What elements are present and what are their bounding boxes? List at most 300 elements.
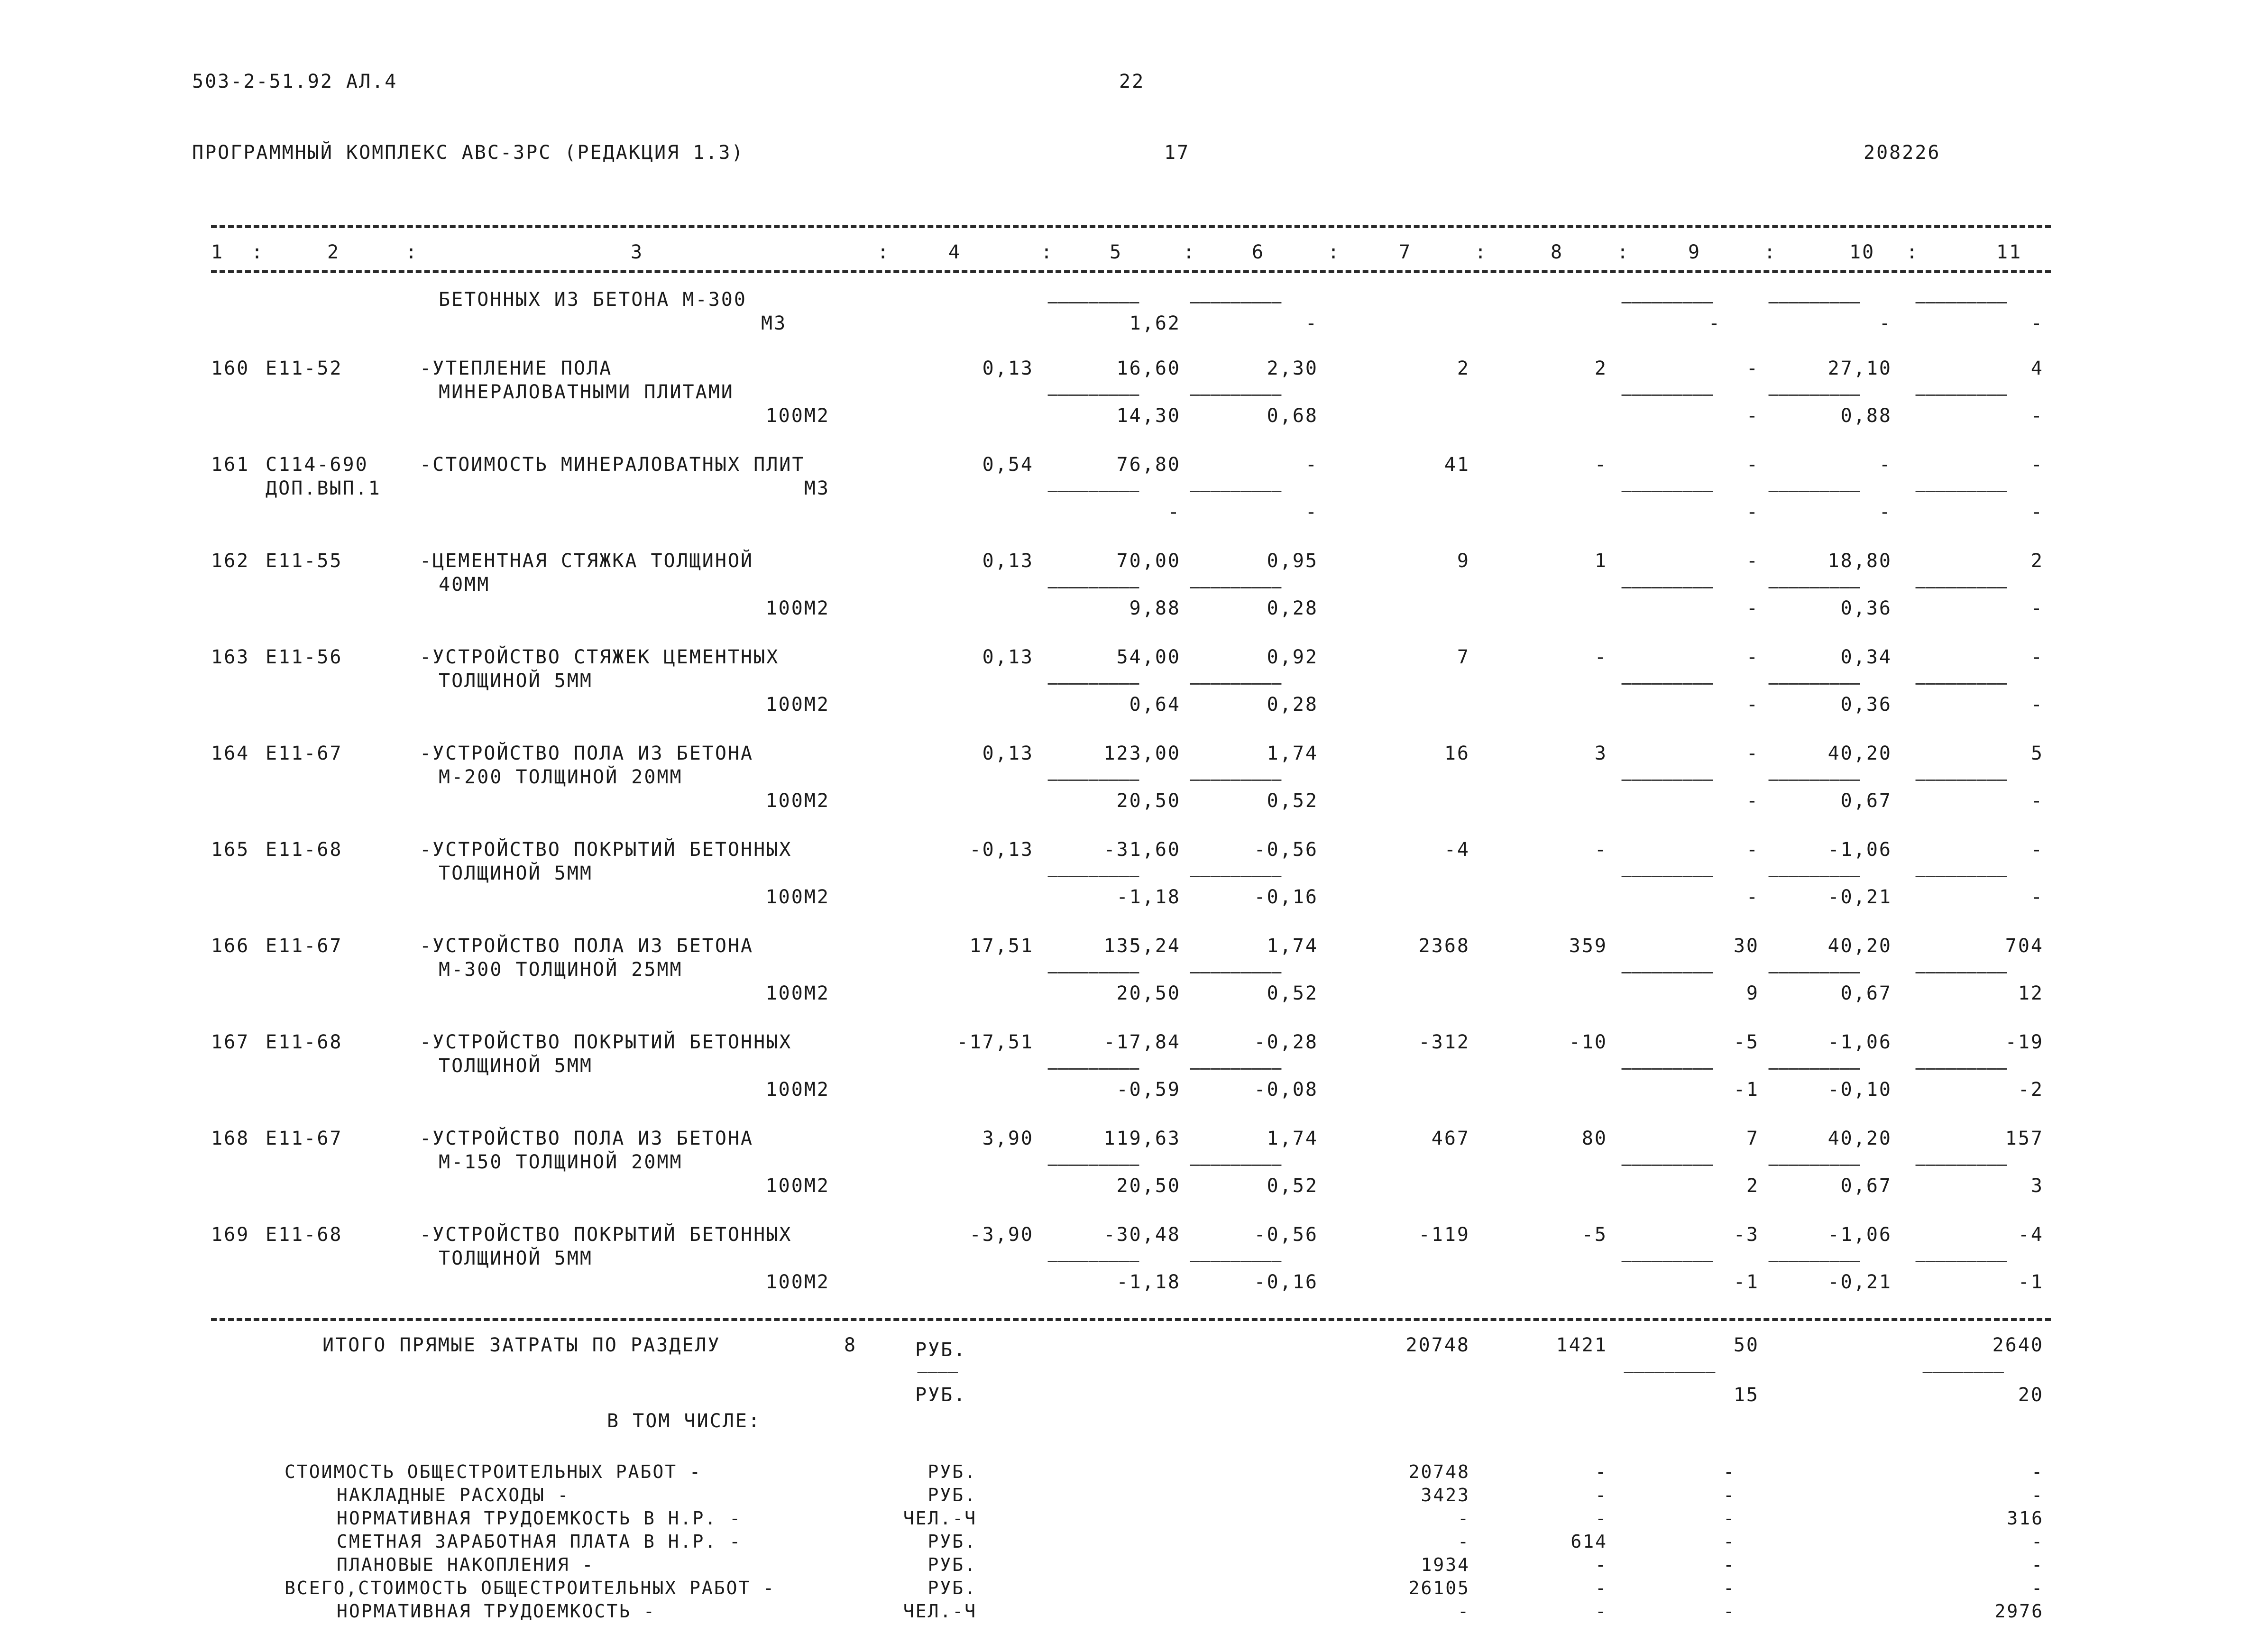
document-code: 503-2-51.92 АЛ.4 xyxy=(192,71,398,92)
cell-divider: ───────── xyxy=(1048,482,1140,501)
row-col8: 359 xyxy=(1569,935,1607,957)
cell-divider: ───────── xyxy=(1916,1156,2008,1175)
row-col9-base: - xyxy=(1746,790,1759,812)
row-description: -УСТРОЙСТВО ПОКРЫТИЙ БЕТОННЫХ xyxy=(420,839,792,861)
cell-divider: ───────── xyxy=(1190,867,1282,886)
cell-divider: ───────── xyxy=(1916,1060,2008,1079)
row-col10-base: 0,67 xyxy=(1840,1175,1892,1197)
totals-col9: 50 xyxy=(1733,1334,1759,1356)
row-unit: М3 xyxy=(804,477,830,499)
row-col5-base: 20,50 xyxy=(1116,790,1181,812)
cell-divider: ───────── xyxy=(1048,578,1140,597)
row-col8: 80 xyxy=(1581,1128,1607,1149)
cell-divider: ───────── xyxy=(1769,675,1861,694)
row-col5-base: -0,59 xyxy=(1116,1079,1181,1101)
column-header: 5 xyxy=(1110,241,1123,263)
summary-col8: - xyxy=(1595,1554,1607,1575)
row-col6: 1,74 xyxy=(1267,743,1318,764)
totals-col11: 2640 xyxy=(1992,1334,2044,1356)
cell-divider: ───────── xyxy=(1048,964,1140,982)
row-col6: - xyxy=(1305,454,1318,476)
row-col8: 1 xyxy=(1594,550,1607,572)
row-col11-base: - xyxy=(2030,886,2044,908)
cell-divider: ───────── xyxy=(1769,867,1861,886)
row-col9-base: 2 xyxy=(1746,1175,1759,1197)
totals-unit-dash: ──── xyxy=(918,1363,958,1382)
column-separator: : xyxy=(1041,241,1054,263)
carryover-col11: - xyxy=(2030,312,2044,334)
row-col8: -10 xyxy=(1569,1031,1607,1053)
header-rule xyxy=(211,270,2051,282)
row-code: Е11-67 xyxy=(266,935,343,957)
summary-unit: РУБ. xyxy=(927,1485,977,1505)
row-col6: 1,74 xyxy=(1267,935,1318,957)
row-col6: -0,28 xyxy=(1254,1031,1318,1053)
summary-unit: РУБ. xyxy=(927,1578,977,1598)
row-col10-base: 0,88 xyxy=(1840,405,1892,427)
row-col8: - xyxy=(1594,646,1607,668)
column-header: 6 xyxy=(1252,241,1265,263)
cell-divider: ───────── xyxy=(1622,1060,1714,1079)
row-col6: -0,56 xyxy=(1254,1224,1318,1246)
column-header: 7 xyxy=(1399,241,1412,263)
carryover-col5: 1,62 xyxy=(1129,312,1181,334)
summary-label: ВСЕГО,СТОИМОСТЬ ОБЩЕСТРОИТЕЛЬНЫХ РАБОТ - xyxy=(285,1578,776,1598)
cell-divider: ───────── xyxy=(1769,578,1861,597)
cell-divider: ───────── xyxy=(1622,482,1714,501)
summary-col8: 614 xyxy=(1570,1531,1607,1552)
column-separator: : xyxy=(1183,241,1196,263)
row-col8: -5 xyxy=(1581,1224,1607,1246)
summary-col11: - xyxy=(2031,1461,2044,1482)
summary-col7: 3423 xyxy=(1421,1485,1470,1505)
row-col5-base: 0,64 xyxy=(1129,694,1181,716)
row-col6-base: 0,28 xyxy=(1267,597,1318,619)
row-col8: 3 xyxy=(1594,743,1607,764)
cell-divider: ───────── xyxy=(1916,578,2008,597)
row-col4: -3,90 xyxy=(969,1224,1034,1246)
row-col9: - xyxy=(1746,646,1759,668)
totals-section: 8 xyxy=(844,1334,857,1356)
row-col10: 27,10 xyxy=(1827,358,1892,379)
row-col5-base: 20,50 xyxy=(1116,982,1181,1004)
summary-label: НАКЛАДНЫЕ РАСХОДЫ - xyxy=(337,1485,570,1505)
row-col10-base: -0,10 xyxy=(1827,1079,1892,1101)
cell-divider: ───────── xyxy=(1622,771,1714,790)
row-col10-base: 0,67 xyxy=(1840,982,1892,1004)
row-description: -ЦЕМЕНТНАЯ СТЯЖКА ТОЛЩИНОЙ xyxy=(420,550,754,572)
row-col5: 119,63 xyxy=(1103,1128,1181,1149)
summary-col7: - xyxy=(1458,1508,1470,1529)
column-header: 3 xyxy=(631,241,644,263)
cell-divider: ───────── xyxy=(1048,771,1140,790)
row-col11-base: - xyxy=(2030,694,2044,716)
summary-col8: - xyxy=(1595,1601,1607,1622)
summary-col11: - xyxy=(2031,1554,2044,1575)
row-description: -УСТРОЙСТВО ПОЛА ИЗ БЕТОНА xyxy=(420,935,754,957)
row-col5-base: 20,50 xyxy=(1116,1175,1181,1197)
row-col11-base: - xyxy=(2030,790,2044,812)
row-unit: 100М2 xyxy=(765,694,830,716)
row-col11-base: - xyxy=(2030,597,2044,619)
summary-unit: ЧЕЛ.-Ч xyxy=(903,1508,977,1529)
row-unit: 100М2 xyxy=(765,886,830,908)
row-col7: 467 xyxy=(1431,1128,1470,1149)
column-header: 2 xyxy=(327,241,340,263)
row-col9-base: -1 xyxy=(1733,1271,1759,1293)
row-description-line2: ТОЛЩИНОЙ 5ММ xyxy=(439,1248,593,1269)
row-col7: 2 xyxy=(1457,358,1470,379)
summary-unit: ЧЕЛ.-Ч xyxy=(903,1601,977,1622)
row-col10: 0,34 xyxy=(1840,646,1892,668)
row-col6-base: 0,52 xyxy=(1267,790,1318,812)
row-col5: 16,60 xyxy=(1116,358,1181,379)
totals-col7: 20748 xyxy=(1405,1334,1470,1356)
row-number: 169 xyxy=(211,1224,250,1246)
cell-divider: ───────── xyxy=(1916,964,2008,982)
row-col4: 0,13 xyxy=(982,358,1034,379)
cell-divider: ───────── xyxy=(1048,1156,1140,1175)
row-description: -УТЕПЛЕНИЕ ПОЛА xyxy=(420,358,613,379)
summary-col9: - xyxy=(1723,1508,1735,1529)
row-unit: 100М2 xyxy=(765,597,830,619)
totals-label: ИТОГО ПРЯМЫЕ ЗАТРАТЫ ПО РАЗДЕЛУ xyxy=(322,1334,721,1356)
summary-col11: - xyxy=(2031,1531,2044,1552)
cell-divider: ───────── xyxy=(1190,1156,1282,1175)
summary-col9: - xyxy=(1723,1578,1735,1598)
program-title: ПРОГРАММНЫЙ КОМПЛЕКС АВС-3РС (РЕДАКЦИЯ 1.3) xyxy=(192,142,744,164)
cell-divider: ───────── xyxy=(1190,964,1282,982)
row-unit: 100М2 xyxy=(765,790,830,812)
row-col5: -31,60 xyxy=(1103,839,1181,861)
row-col10: 40,20 xyxy=(1827,743,1892,764)
cell-divider: ───────── xyxy=(1769,294,1861,312)
row-col6: 0,95 xyxy=(1267,550,1318,572)
summary-col11: 316 xyxy=(2007,1508,2044,1529)
row-col9: - xyxy=(1746,454,1759,476)
row-description-line2: ТОЛЩИНОЙ 5ММ xyxy=(439,670,593,692)
column-header: 11 xyxy=(1996,241,2022,263)
cell-divider: ───────── xyxy=(1190,386,1282,405)
column-separator: : xyxy=(1475,241,1488,263)
row-col6-base: - xyxy=(1305,501,1318,523)
cell-divider: ───────── xyxy=(1048,675,1140,694)
cell-divider: ───────── xyxy=(1048,386,1140,405)
column-header: 1 xyxy=(211,241,224,263)
row-col4: 0,13 xyxy=(982,743,1034,764)
cell-divider: ───────── xyxy=(1622,386,1714,405)
row-col11: -19 xyxy=(2005,1031,2044,1053)
summary-unit: РУБ. xyxy=(927,1461,977,1482)
row-unit: 100М2 xyxy=(765,1079,830,1101)
row-code: Е11-68 xyxy=(266,839,343,861)
cell-divider: ───────── xyxy=(1048,294,1140,312)
cell-divider: ───────── xyxy=(1769,386,1861,405)
sheet-number: 17 xyxy=(1164,142,1190,164)
cell-divider: ───────── xyxy=(1622,1156,1714,1175)
row-col10-base: -0,21 xyxy=(1827,886,1892,908)
row-col9: - xyxy=(1746,839,1759,861)
row-col6: 0,92 xyxy=(1267,646,1318,668)
row-col10-base: 0,67 xyxy=(1840,790,1892,812)
row-description: -УСТРОЙСТВО ПОКРЫТИЙ БЕТОННЫХ xyxy=(420,1224,792,1246)
cell-divider: ───────── xyxy=(1190,482,1282,501)
row-col10-base: - xyxy=(1879,501,1892,523)
row-description-line2: ТОЛЩИНОЙ 5ММ xyxy=(439,863,593,884)
row-col9: - xyxy=(1746,743,1759,764)
row-description: -УСТРОЙСТВО ПОКРЫТИЙ БЕТОННЫХ xyxy=(420,1031,792,1053)
row-number: 160 xyxy=(211,358,250,379)
row-number: 161 xyxy=(211,454,250,476)
row-col4: 17,51 xyxy=(969,935,1034,957)
row-col5: 70,00 xyxy=(1116,550,1181,572)
summary-col7: - xyxy=(1458,1601,1470,1622)
cell-divider: ───────── xyxy=(1048,1252,1140,1271)
row-col7: 16 xyxy=(1444,743,1470,764)
row-col11-base: - xyxy=(2030,405,2044,427)
row-col10: 18,80 xyxy=(1827,550,1892,572)
row-code-extra: ДОП.ВЫП.1 xyxy=(266,477,381,499)
totals-unit: РУБ. xyxy=(915,1339,967,1361)
row-col5: -17,84 xyxy=(1103,1031,1181,1053)
row-col5-base: -1,18 xyxy=(1116,1271,1181,1293)
totals-col9b: 15 xyxy=(1733,1384,1759,1406)
totals-col11-dash: ──────── xyxy=(1923,1363,2004,1382)
row-col4: -0,13 xyxy=(969,839,1034,861)
row-col4: 0,54 xyxy=(982,454,1034,476)
cell-divider: ───────── xyxy=(1916,675,2008,694)
row-number: 166 xyxy=(211,935,250,957)
summary-label: НОРМАТИВНАЯ ТРУДОЕМКОСТЬ В Н.Р. - xyxy=(337,1508,742,1529)
row-col10: 40,20 xyxy=(1827,1128,1892,1149)
row-code: Е11-56 xyxy=(266,646,343,668)
row-number: 162 xyxy=(211,550,250,572)
top-rule xyxy=(211,225,2051,237)
row-description-line2: 40ММ xyxy=(439,574,490,596)
row-col9-base: - xyxy=(1746,694,1759,716)
summary-label: ПЛАНОВЫЕ НАКОПЛЕНИЯ - xyxy=(337,1554,595,1575)
row-col10: -1,06 xyxy=(1827,1031,1892,1053)
summary-col7: 26105 xyxy=(1408,1578,1470,1598)
row-number: 167 xyxy=(211,1031,250,1053)
row-col11-base: -1 xyxy=(2018,1271,2044,1293)
column-separator: : xyxy=(1617,241,1630,263)
row-number: 165 xyxy=(211,839,250,861)
summary-col8: - xyxy=(1595,1578,1607,1598)
row-col11-base: 12 xyxy=(2018,982,2044,1004)
cell-divider: ───────── xyxy=(1622,578,1714,597)
row-col6-base: 0,52 xyxy=(1267,1175,1318,1197)
row-description-line2: МИНЕРАЛОВАТНЫМИ ПЛИТАМИ xyxy=(439,381,734,403)
totals-col11b: 20 xyxy=(2018,1384,2044,1406)
cell-divider: ───────── xyxy=(1190,578,1282,597)
row-col9: -3 xyxy=(1733,1224,1759,1246)
cell-divider: ───────── xyxy=(1916,867,2008,886)
row-number: 163 xyxy=(211,646,250,668)
column-separator: : xyxy=(1906,241,1919,263)
row-col5-base: 14,30 xyxy=(1116,405,1181,427)
summary-col11: - xyxy=(2031,1485,2044,1505)
cell-divider: ───────── xyxy=(1769,1252,1861,1271)
cell-divider: ───────── xyxy=(1916,1252,2008,1271)
cell-divider: ───────── xyxy=(1769,771,1861,790)
summary-col7: 1934 xyxy=(1421,1554,1470,1575)
summary-col8: - xyxy=(1595,1485,1607,1505)
row-code: Е11-55 xyxy=(266,550,343,572)
row-col7: 2368 xyxy=(1418,935,1470,957)
carryover-unit: М3 xyxy=(761,312,787,334)
cell-divider: ───────── xyxy=(1769,964,1861,982)
column-separator: : xyxy=(877,241,891,263)
row-col10: -1,06 xyxy=(1827,839,1892,861)
row-col6-base: -0,16 xyxy=(1254,1271,1318,1293)
summary-label: СТОИМОСТЬ ОБЩЕСТРОИТЕЛЬНЫХ РАБОТ - xyxy=(285,1461,702,1482)
row-description: -УСТРОЙСТВО ПОЛА ИЗ БЕТОНА xyxy=(420,1128,754,1149)
row-col5: 123,00 xyxy=(1103,743,1181,764)
row-col9: - xyxy=(1746,550,1759,572)
row-col7: 7 xyxy=(1457,646,1470,668)
row-unit: 100М2 xyxy=(765,982,830,1004)
row-unit: 100М2 xyxy=(765,1271,830,1293)
totals-col8: 1421 xyxy=(1556,1334,1607,1356)
row-col11-base: - xyxy=(2030,501,2044,523)
summary-col8: - xyxy=(1595,1461,1607,1482)
row-col11: - xyxy=(2030,839,2044,861)
column-header: 10 xyxy=(1849,241,1875,263)
summary-col7: - xyxy=(1458,1531,1470,1552)
row-col11: 4 xyxy=(2030,358,2044,379)
row-col9: 30 xyxy=(1733,935,1759,957)
row-description-line2: М-300 ТОЛЩИНОЙ 25ММ xyxy=(439,959,683,981)
row-col10-base: -0,21 xyxy=(1827,1271,1892,1293)
cell-divider: ───────── xyxy=(1769,1156,1861,1175)
row-description-line2: ТОЛЩИНОЙ 5ММ xyxy=(439,1055,593,1077)
row-col6-base: 0,68 xyxy=(1267,405,1318,427)
column-separator: : xyxy=(251,241,265,263)
row-col11-base: -2 xyxy=(2018,1079,2044,1101)
cell-divider: ───────── xyxy=(1622,1252,1714,1271)
column-separator: : xyxy=(1328,241,1341,263)
carryover-col6: - xyxy=(1305,312,1318,334)
row-col5: 54,00 xyxy=(1116,646,1181,668)
row-col8: 2 xyxy=(1594,358,1607,379)
summary-col11: - xyxy=(2031,1578,2044,1598)
row-code: Е11-67 xyxy=(266,743,343,764)
row-code: Е11-68 xyxy=(266,1224,343,1246)
row-col7: 41 xyxy=(1444,454,1470,476)
row-col6: 1,74 xyxy=(1267,1128,1318,1149)
row-number: 164 xyxy=(211,743,250,764)
summary-col9: - xyxy=(1723,1554,1735,1575)
row-col10-base: 0,36 xyxy=(1840,694,1892,716)
cell-divider: ───────── xyxy=(1190,1060,1282,1079)
cell-divider: ───────── xyxy=(1190,675,1282,694)
row-col7: -312 xyxy=(1418,1031,1470,1053)
row-col8: - xyxy=(1594,454,1607,476)
cell-divider: ───────── xyxy=(1622,675,1714,694)
row-col5: 76,80 xyxy=(1116,454,1181,476)
row-col5-base: - xyxy=(1167,501,1181,523)
row-code: С114-690 xyxy=(266,454,368,476)
row-col9-base: - xyxy=(1746,886,1759,908)
row-col9: -5 xyxy=(1733,1031,1759,1053)
row-code: Е11-67 xyxy=(266,1128,343,1149)
cell-divider: ───────── xyxy=(1190,294,1282,312)
cell-divider: ───────── xyxy=(1622,294,1714,312)
cell-divider: ───────── xyxy=(1190,1252,1282,1271)
cell-divider: ───────── xyxy=(1916,294,2008,312)
row-col5-base: -1,18 xyxy=(1116,886,1181,908)
row-col11: 2 xyxy=(2030,550,2044,572)
row-description-line2: М-200 ТОЛЩИНОЙ 20ММ xyxy=(439,766,683,788)
row-col6-base: 0,52 xyxy=(1267,982,1318,1004)
row-description: -УСТРОЙСТВО ПОЛА ИЗ БЕТОНА xyxy=(420,743,754,764)
row-col5-base: 9,88 xyxy=(1129,597,1181,619)
row-col9: 7 xyxy=(1746,1128,1759,1149)
row-col10: -1,06 xyxy=(1827,1224,1892,1246)
summary-col7: 20748 xyxy=(1408,1461,1470,1482)
row-col5: 135,24 xyxy=(1103,935,1181,957)
row-col5: -30,48 xyxy=(1103,1224,1181,1246)
cell-divider: ───────── xyxy=(1916,386,2008,405)
cell-divider: ───────── xyxy=(1622,867,1714,886)
carryover-col9: - xyxy=(1708,312,1721,334)
row-col11: -4 xyxy=(2018,1224,2044,1246)
row-col10: 40,20 xyxy=(1827,935,1892,957)
row-col4: -17,51 xyxy=(956,1031,1034,1053)
row-col11: - xyxy=(2030,454,2044,476)
row-col9: - xyxy=(1746,358,1759,379)
cell-divider: ───────── xyxy=(1048,1060,1140,1079)
including-label: В ТОМ ЧИСЛЕ: xyxy=(607,1410,761,1432)
cell-divider: ───────── xyxy=(1916,482,2008,501)
row-col4: 0,13 xyxy=(982,550,1034,572)
cell-divider: ───────── xyxy=(1190,771,1282,790)
row-col6: 2,30 xyxy=(1267,358,1318,379)
row-col8: - xyxy=(1594,839,1607,861)
totals-col9-dash: ───────── xyxy=(1624,1363,1716,1382)
row-col6-base: -0,08 xyxy=(1254,1079,1318,1101)
row-col7: -4 xyxy=(1444,839,1470,861)
summary-col9: - xyxy=(1723,1485,1735,1505)
cell-divider: ───────── xyxy=(1769,482,1861,501)
cell-divider: ───────── xyxy=(1916,771,2008,790)
column-separator: : xyxy=(405,241,419,263)
carryover-col10: - xyxy=(1879,312,1892,334)
row-col4: 0,13 xyxy=(982,646,1034,668)
row-col11: - xyxy=(2030,646,2044,668)
row-number: 168 xyxy=(211,1128,250,1149)
row-col7: -119 xyxy=(1418,1224,1470,1246)
row-col11: 5 xyxy=(2030,743,2044,764)
row-col9-base: - xyxy=(1746,405,1759,427)
summary-col9: - xyxy=(1723,1601,1735,1622)
summary-col9: - xyxy=(1723,1531,1735,1552)
row-col11: 157 xyxy=(2005,1128,2044,1149)
row-col7: 9 xyxy=(1457,550,1470,572)
cell-divider: ───────── xyxy=(1048,867,1140,886)
document-id: 208226 xyxy=(1864,142,1941,164)
row-unit: 100М2 xyxy=(765,1175,830,1197)
row-code: Е11-52 xyxy=(266,358,343,379)
summary-unit: РУБ. xyxy=(927,1554,977,1575)
summary-col8: - xyxy=(1595,1508,1607,1529)
row-col9-base: - xyxy=(1746,501,1759,523)
row-code: Е11-68 xyxy=(266,1031,343,1053)
row-col9-base: -1 xyxy=(1733,1079,1759,1101)
column-header: 4 xyxy=(948,241,962,263)
row-col10: - xyxy=(1879,454,1892,476)
